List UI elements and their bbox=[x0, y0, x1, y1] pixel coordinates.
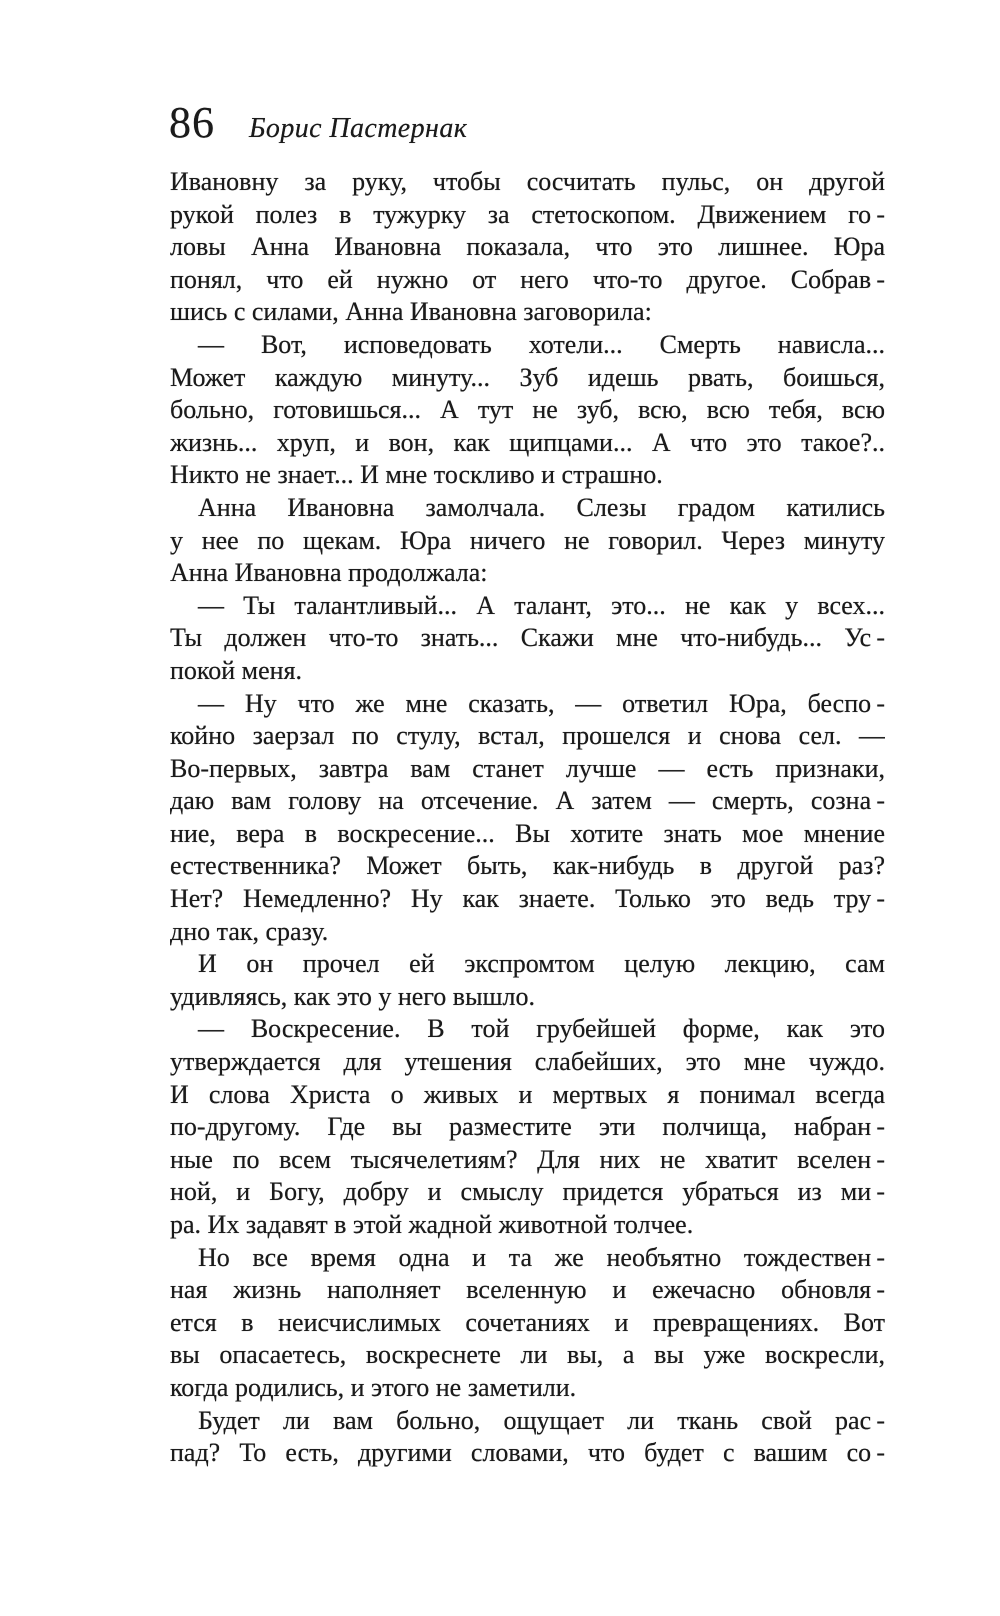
text-line: Анна Ивановна замолчала. Слезы градом катились bbox=[198, 492, 885, 522]
text-line: ная жизнь наполняет вселенную и ежечасно обновля - bbox=[170, 1275, 885, 1305]
text-line: Анна Ивановна продолжала: bbox=[170, 558, 488, 588]
text-line: когда родились, и этого не заметили. bbox=[170, 1372, 577, 1402]
page-text bbox=[170, 166, 885, 1470]
text-line: И он прочел ей экспромтом целую лекцию, сам bbox=[198, 949, 885, 979]
text-line: Может каждую минуту... Зуб идешь рвать, боишься, bbox=[170, 362, 885, 392]
text-line: по-другому. Где вы разместите эти полчища, набран - bbox=[170, 1112, 885, 1142]
text-line: Но все время одна и та же необъятно тождествен - bbox=[198, 1242, 885, 1272]
text-line: Будет ли вам больно, ощущает ли ткань свой рас - bbox=[198, 1405, 885, 1435]
text-line: удивляясь, как это у него вышло. bbox=[170, 981, 536, 1011]
text-line: жизнь... хруп, и вон, как щипцами... А что это такое?.. bbox=[170, 427, 885, 457]
text-line: дно так, сразу. bbox=[170, 916, 329, 946]
text-line: — Ну что же мне сказать, — ответил Юра, беспо - bbox=[198, 688, 885, 718]
text-line: понял, что ей нужно от него что-то другое. Собрав - bbox=[170, 264, 885, 294]
text-line: у нее по щекам. Юра ничего не говорил. Через минуту bbox=[170, 525, 885, 555]
text-line: Ивановну за руку, чтобы сосчитать пульс, он другой bbox=[170, 167, 885, 196]
text-line: шись с силами, Анна Ивановна заговорила: bbox=[170, 297, 652, 327]
text-line: ние, вера в воскресение... Вы хотите знать мое мнение bbox=[170, 818, 885, 848]
text-line: — Воскресение. В той грубейшей форме, как это bbox=[198, 1014, 885, 1044]
text-line: больно, готовишься... А тут не зуб, всю, всю тебя, всю bbox=[170, 395, 885, 425]
running-header bbox=[169, 98, 468, 147]
text-line: пад? То есть, другими словами, что будет с вашим со - bbox=[170, 1438, 885, 1468]
text-line: утверждается для утешения слабейших, это мне чуждо. bbox=[170, 1047, 885, 1077]
text-line: ется в неисчислимых сочетаниях и превращениях. Вот bbox=[170, 1307, 885, 1337]
text-line: вы опасаетесь, воскреснете ли вы, а вы уже воскресли, bbox=[170, 1340, 885, 1370]
text-line: — Ты талантливый... А талант, это... не как у всех... bbox=[198, 590, 885, 620]
text-line: Никто не знает... И мне тоскливо и страшно. bbox=[170, 460, 663, 490]
text-line: рукой полез в тужурку за стетоскопом. Движением го - bbox=[170, 199, 885, 229]
text-line: Ты должен что-то знать... Скажи мне что-нибудь... Ус - bbox=[170, 623, 885, 653]
running-header-author: Борис Пастернак bbox=[249, 113, 468, 144]
text-line: койно заерзал по стулу, встал, прошелся и снова сел. — bbox=[170, 721, 885, 751]
text-line: покой меня. bbox=[170, 655, 303, 685]
text-line: ные по всем тысячелетиям? Для них не хватит вселен - bbox=[170, 1144, 885, 1174]
text-line: Во-первых, завтра вам станет лучше — есть признаки, bbox=[170, 753, 885, 783]
page-number: 86 bbox=[169, 98, 215, 147]
text-line: естественника? Может быть, как-нибудь в другой раз? bbox=[170, 851, 885, 881]
text-line: И слова Христа о живых и мертвых я понимал всегда bbox=[170, 1079, 885, 1109]
text-line: Нет? Немедленно? Ну как знаете. Только это ведь тру - bbox=[170, 884, 885, 914]
text-line: ной, и Богу, добру и смыслу придется убраться из ми - bbox=[170, 1177, 885, 1207]
text-line: ра. Их задавят в этой жадной животной толчее. bbox=[170, 1210, 694, 1239]
text-line: — Вот, исповедовать хотели... Смерть нависла... bbox=[198, 329, 885, 359]
text-line: даю вам голову на отсечение. А затем — смерть, созна - bbox=[170, 786, 885, 816]
text-line: ловы Анна Ивановна показала, что это лишнее. Юра bbox=[170, 232, 885, 262]
